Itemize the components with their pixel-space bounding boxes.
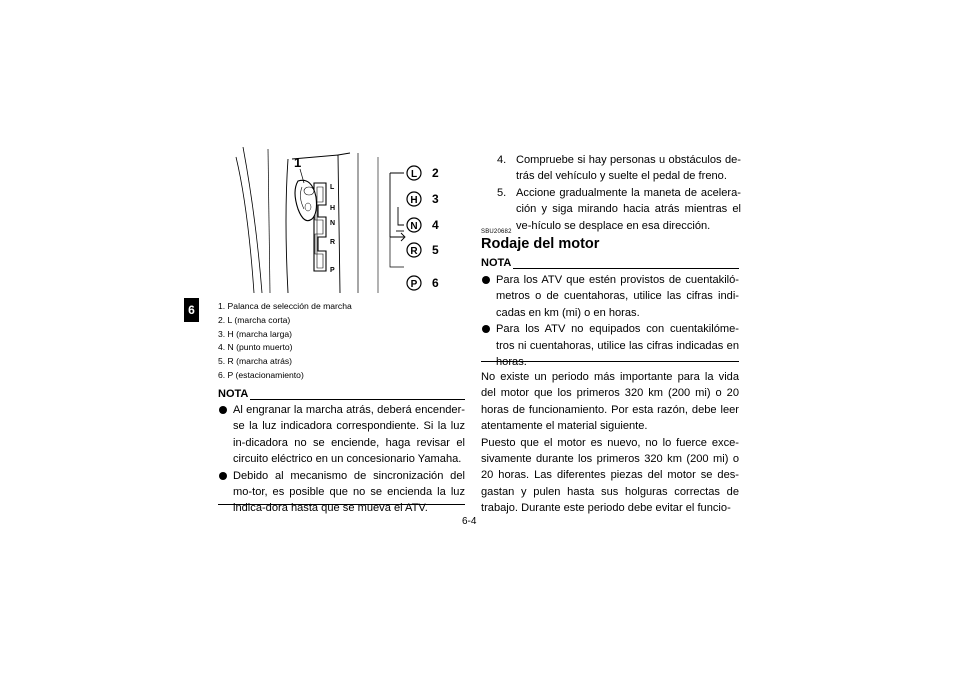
callout-5: 5 xyxy=(432,243,439,257)
legend-item: 3. H (marcha larga) xyxy=(218,328,293,339)
section-code: SBU20682 xyxy=(481,229,512,235)
body-text xyxy=(481,369,739,517)
gate-letter-n: N xyxy=(330,220,336,227)
callout-4: 4 xyxy=(432,218,439,232)
gate-letter-p: P xyxy=(330,267,335,274)
circled-letter-n: N xyxy=(410,221,418,232)
bullet-icon xyxy=(219,472,227,480)
list-item: Debido al mecanismo de sincronización del mo-tor, es posible que no se encienda la luz indica-dora hasta que se mueva el ATV. xyxy=(218,468,465,517)
nota-header-left xyxy=(218,388,465,400)
page-number: 6-4 xyxy=(462,516,477,527)
nota-end-rule xyxy=(481,361,739,362)
nota-header-right xyxy=(481,257,739,269)
nota-rule xyxy=(250,399,465,400)
callout-2: 2 xyxy=(432,166,439,180)
legend-item: 1. Palanca de selección de marcha xyxy=(218,301,352,311)
callout-3: 3 xyxy=(432,192,439,206)
steps-list xyxy=(497,152,741,234)
paragraph: No existe un periodo más importante para la vida del motor que los primeros 320 km (200 mi) o 20 horas de funcionamiento. Por esta razón, debe leer atentamente el material siguiente. xyxy=(481,371,739,433)
legend-item: 5. R (marcha atrás) xyxy=(218,356,293,367)
legend-item: 2. L (marcha corta) xyxy=(218,314,291,325)
nota-label: NOTA xyxy=(218,388,249,400)
list-item: 5. Accione gradualmente la maneta de acelera-ción y siga mirando hacia atrás mientras el ve-hículo se desplace en esa dirección. xyxy=(497,186,741,232)
paragraph: Puesto que el motor es nuevo, no lo fuerce exce-sivamente durante los primeros 320 km (200 mi) o 20 horas. Las diferentes piezas del motor se des-gastan y pulen hasta sus holguras correctas de trabajo. Durante este periodo debe evitar el funcio- xyxy=(481,436,739,515)
section-title: Rodaje del motor xyxy=(481,236,600,252)
circled-letter-l: L xyxy=(410,169,418,180)
bullet-icon xyxy=(482,276,490,284)
gear-selector-figure xyxy=(218,147,458,295)
circled-letter-r: R xyxy=(410,246,418,257)
callout-1: 1 xyxy=(294,155,302,170)
figure-legend xyxy=(218,300,463,383)
bullet-icon xyxy=(482,325,490,333)
list-item: Al engranar la marcha atrás, deberá encender-se la luz indicadora correspondiente. Si la luz in-dicadora no se enciende, haga revisar el circuito eléctrico en un concesionario Yamaha. xyxy=(218,402,465,468)
list-item: 4. Compruebe si hay personas u obstáculos de-trás del vehículo y suelte el pedal de freno. xyxy=(497,154,741,183)
chapter-tab: 6 xyxy=(184,298,199,322)
legend-item: 4. N (punto muerto) xyxy=(218,342,293,353)
gate-letter-l: L xyxy=(330,184,335,191)
circled-letter-p: P xyxy=(410,279,418,290)
gate-letter-r: R xyxy=(330,239,336,246)
nota-label: NOTA xyxy=(481,257,512,269)
callout-6: 6 xyxy=(432,276,439,290)
nota-right-list xyxy=(481,272,739,370)
nota-left-list xyxy=(218,402,465,517)
list-item: Para los ATV no equipados con cuentakilóme-tros ni cuentahoras, utilice las cifras indicadas en horas. xyxy=(481,321,739,370)
nota-end-rule xyxy=(218,504,465,505)
legend-item: 6. P (estacionamiento) xyxy=(218,369,304,380)
nota-rule xyxy=(513,268,739,269)
list-item: Para los ATV que estén provistos de cuentakiló-metros o de cuentahoras, utilice las cifras indi-cadas en km (mi) o en horas. xyxy=(481,272,739,321)
gate-letter-h: H xyxy=(330,205,336,212)
bullet-icon xyxy=(219,406,227,414)
circled-letter-h: H xyxy=(410,195,418,206)
